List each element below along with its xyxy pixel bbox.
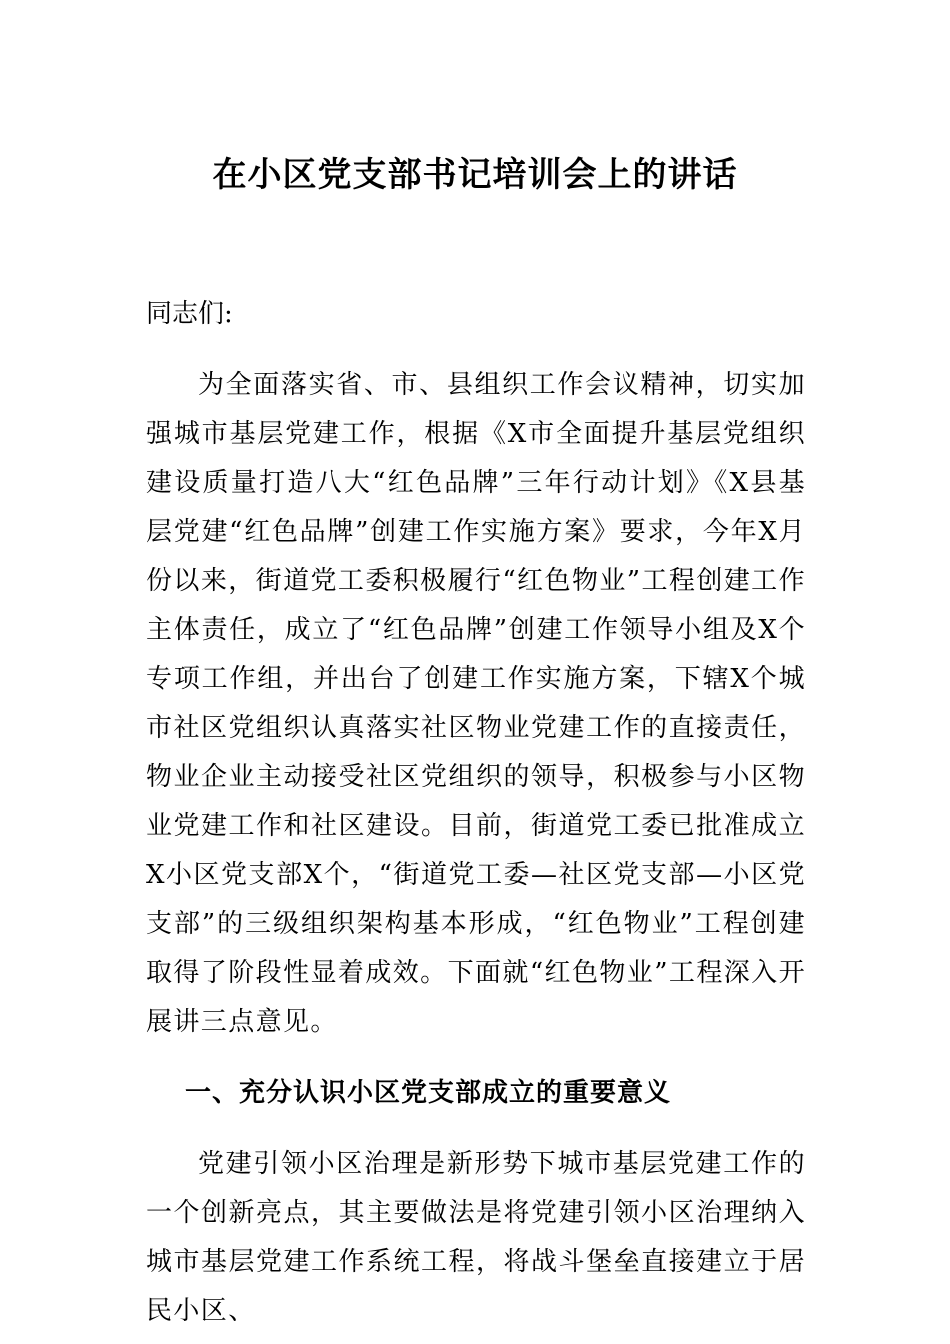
section-paragraph: 党建引领小区治理是新形势下城市基层党建工作的一个创新亮点，其主要做法是将党建引领小区治理纳入城市基层党建工作系统工程，将战斗堡垒直接建立于居民小区、	[146, 1149, 806, 1326]
salutation: 同志们:	[146, 299, 233, 329]
intro-paragraph: 为全面落实省、市、县组织工作会议精神，切实加强城市基层党建工作，根据《X市全面提升基层党组织建设质量打造八大“红色品牌”三年行动计划》《X县基层党建“红色品牌”创建工作实施方案》要求，今年X月份以来，街道党工委积极履行“红色物业”工程创建工作主体责任，成立了“红色品牌”创建工作领导小组及X个专项工作组，并出台了创建工作实施方案，下辖X个城市社区党组织认真落实社区物业党建工作的直接责任，物业企业主动接受社区党组织的领导，积极参与小区物业党建工作和社区建设。目前，街道党工委已批准成立X小区党支部X个，“街道党工委—社区党支部—小区党支部”的三级组织架构基本形成，“红色物业”工程创建取得了阶段性显着成效。下面就“红色物业”工程深入开展讲三点意见。	[146, 370, 806, 1037]
document-title: 在小区党支部书记培训会上的讲话	[212, 155, 738, 195]
section-heading: 一、充分认识小区党支部成立的重要意义	[185, 1078, 672, 1108]
document-body	[146, 290, 806, 1336]
